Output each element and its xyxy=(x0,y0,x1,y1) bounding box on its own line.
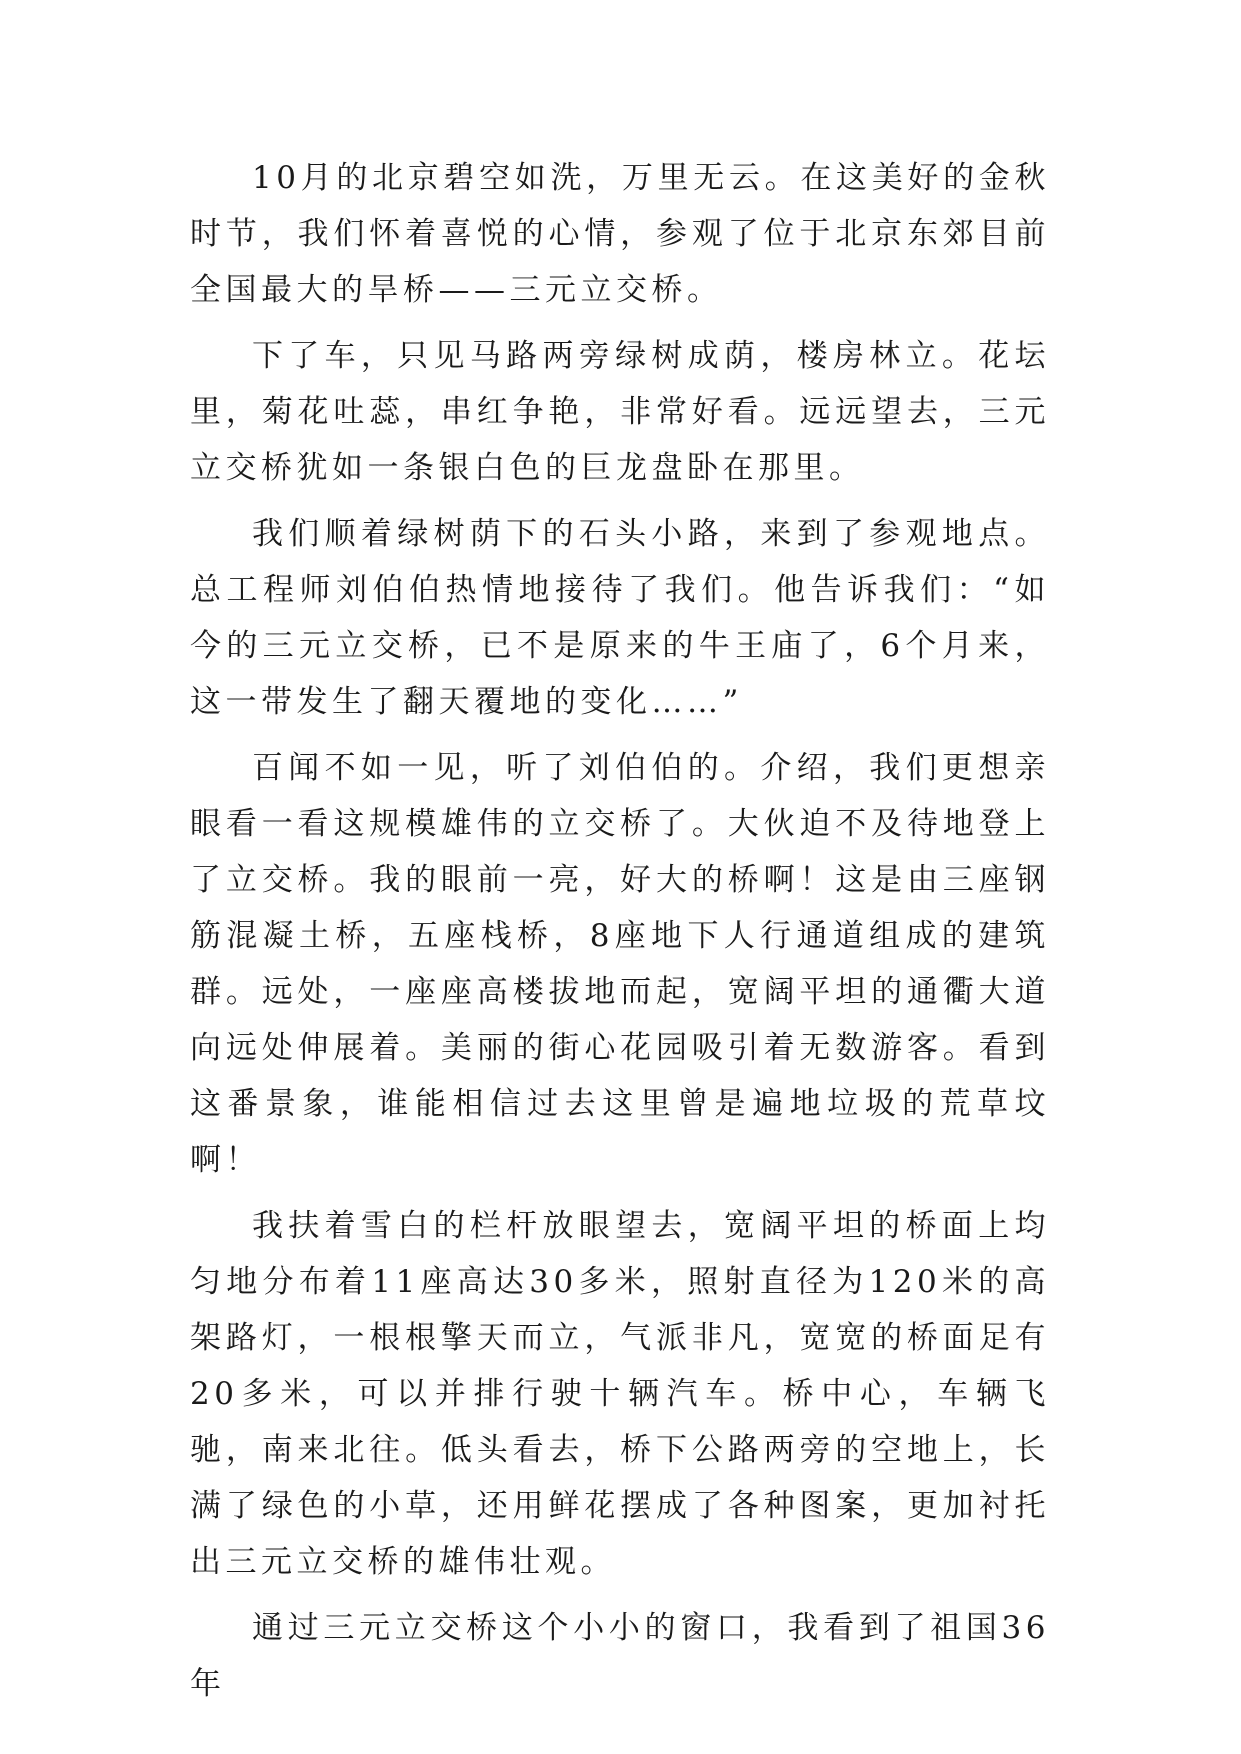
paragraph-2: 下了车，只见马路两旁绿树成荫，楼房林立。花坛里，菊花吐蕊，串红争艳，非常好看。远远望去，三元立交桥犹如一条银白色的巨龙盘卧在那里。 xyxy=(190,338,1050,486)
paragraph-1: 10月的北京碧空如洗，万里无云。在这美好的金秋时节，我们怀着喜悦的心情，参观了位于北京东郊目前全国最大的旱桥——三元立交桥。 xyxy=(190,160,1050,308)
paragraph-6: 通过三元立交桥这个小小的窗口，我看到了祖国36年 xyxy=(190,1610,1050,1702)
essay-body xyxy=(190,150,1050,1722)
paragraph-3: 我们顺着绿树荫下的石头小路，来到了参观地点。总工程师刘伯伯热情地接待了我们。他告诉我们：“如今的三元立交桥，已不是原来的牛王庙了，6个月来，这一带发生了翻天覆地的变化……” xyxy=(190,516,1050,720)
paragraph-4: 百闻不如一见，听了刘伯伯的。介绍，我们更想亲眼看一看这规模雄伟的立交桥了。大伙迫不及待地登上了立交桥。我的眼前一亮，好大的桥啊！这是由三座钢筋混凝土桥，五座栈桥，8座地下人行通道组成的建筑群。远处，一座座高楼拔地而起，宽阔平坦的通衢大道向远处伸展着。美丽的街心花园吸引着无数游客。看到这番景象，谁能相信过去这里曾是遍地垃圾的荒草坟啊！ xyxy=(190,750,1050,1178)
paragraph-5: 我扶着雪白的栏杆放眼望去，宽阔平坦的桥面上均匀地分布着11座高达30多米，照射直径为120米的高架路灯，一根根擎天而立，气派非凡，宽宽的桥面足有20多米，可以并排行驶十辆汽车。桥中心，车辆飞驰，南来北往。低头看去，桥下公路两旁的空地上，长满了绿色的小草，还用鲜花摆成了各种图案，更加衬托出三元立交桥的雄伟壮观。 xyxy=(190,1208,1050,1580)
